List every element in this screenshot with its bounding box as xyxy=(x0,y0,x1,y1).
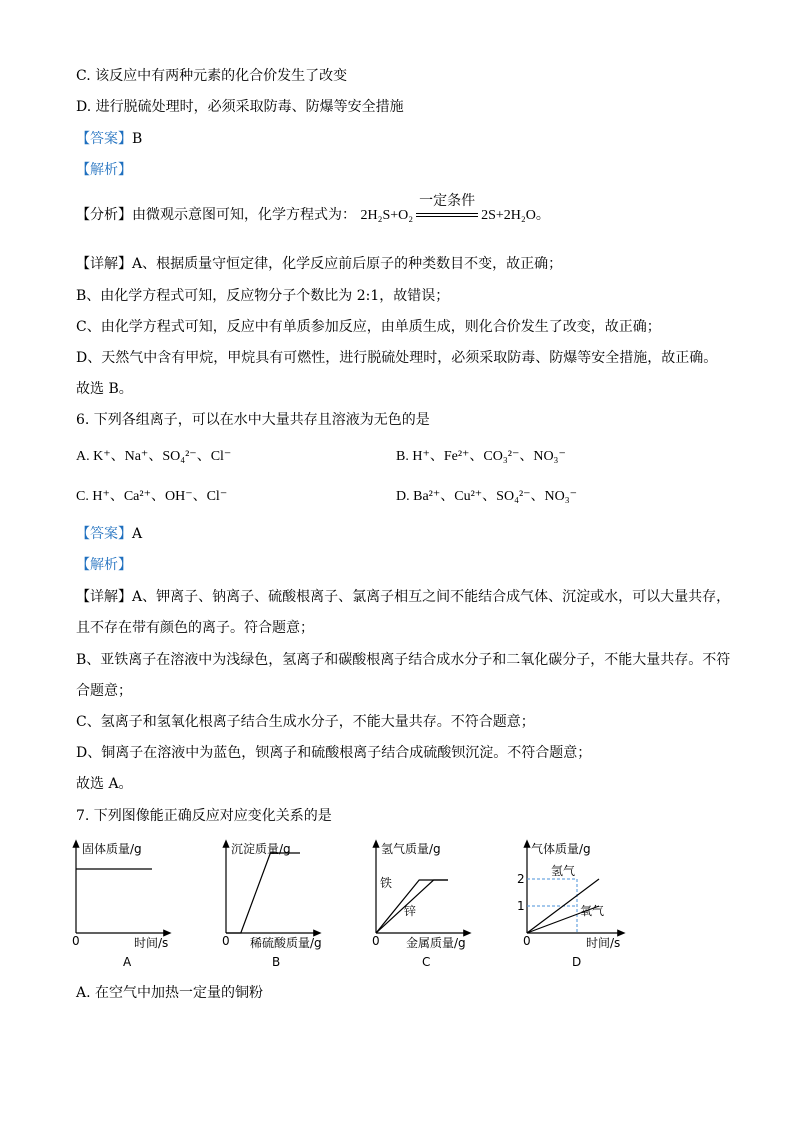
detail5-a xyxy=(76,254,562,274)
detail5-c: C、由化学方程式可知，反应中有单质参加反应，由单质生成，则化合价发生了改变，故正确； xyxy=(76,319,661,335)
graph-c-legend-iron: 铁 xyxy=(380,876,393,890)
graph-c-label: C xyxy=(422,955,431,969)
graph-c-legend-zinc: 锌 xyxy=(404,904,417,918)
q6-option-a: A. K⁺、Na⁺、SO₄²⁻、Cl⁻ xyxy=(76,449,232,464)
graph-d xyxy=(517,841,622,969)
option-c: C. 该反应中有两种元素的化合价发生了改变 xyxy=(76,68,348,84)
graph-c-xlabel: 金属质量/g xyxy=(406,936,466,950)
graph-c xyxy=(372,841,468,969)
q6-option-b: B. H⁺、Fe²⁺、CO₃²⁻、NO₃⁻ xyxy=(396,449,566,464)
graph-d-origin: 0 xyxy=(523,934,531,948)
answer-6 xyxy=(76,524,142,544)
equation-arrow xyxy=(416,193,478,217)
detail6-a1-text: A、钾离子、钠离子、硫酸根离子、氯离子相互之间不能结合成气体、沉淀或水，可以大量共存， xyxy=(132,589,731,605)
analysis-tag: 【解析】 xyxy=(76,557,132,573)
answer-value: A xyxy=(132,526,143,542)
graph-d-legend-hydrogen: 氢气 xyxy=(551,864,576,878)
option-d: D. 进行脱硫处理时，必须采取防毒、防爆等安全措施 xyxy=(76,99,404,115)
graph-d-ytick-1: 1 xyxy=(517,899,525,913)
q7-graphs xyxy=(0,835,793,975)
detail5-d: D、天然气中含有甲烷，甲烷具有可燃性，进行脱硫处理时，必须采取防毒、防爆等安全措施，故正确。 xyxy=(76,350,718,366)
graph-d-ylabel: 气体质量/g xyxy=(531,842,591,856)
detail6-b1: B、亚铁离子在溶液中为浅绿色，氢离子和碳酸根离子结合成水分子和二氧化碳分子，不能大量共存。不符 xyxy=(76,652,731,668)
graph-b xyxy=(222,841,322,969)
answer-tag: 【答案】 xyxy=(76,131,132,147)
graph-a-label: A xyxy=(123,955,132,969)
graph-a-xlabel: 时间/s xyxy=(134,936,169,950)
detail6-d: D、铜离子在溶液中为蓝色，钡离子和硫酸根离子结合成硫酸钡沉淀。不符合题意； xyxy=(76,745,592,761)
answer-tag: 【答案】 xyxy=(76,526,132,542)
fenxi-line xyxy=(76,193,550,226)
detail5-b: B、由化学方程式可知，反应物分子个数比为 2:1，故错误； xyxy=(76,288,450,304)
graph-c-ylabel: 氢气质量/g xyxy=(381,842,441,856)
answer-value: B xyxy=(132,131,143,147)
q6-option-d: D. Ba²⁺、Cu²⁺、SO₄²⁻、NO₃⁻ xyxy=(396,489,578,504)
q7-option-a: A. 在空气中加热一定量的铜粉 xyxy=(76,985,264,1001)
graph-c-origin: 0 xyxy=(372,934,380,948)
detail6-a2: 且不存在带有颜色的离子。符合题意； xyxy=(76,620,314,636)
graph-d-label: D xyxy=(572,955,582,969)
detail5-choose: 故选 B。 xyxy=(76,381,133,397)
fenxi-text: 由微观示意图可知，化学方程式为： xyxy=(132,207,356,223)
graph-b-xlabel: 稀硫酸质量/g xyxy=(250,936,322,950)
equation-condition: 一定条件 xyxy=(419,193,476,209)
graph-b-series-line xyxy=(226,853,300,933)
answer-5 xyxy=(76,129,142,149)
equation-lhs: 2H₂S+O₂ xyxy=(360,208,414,223)
equation-end: 。 xyxy=(535,207,550,223)
q7-stem: 7. 下列图像能正确反应对应变化关系的是 xyxy=(76,808,332,824)
q6-option-c: C. H⁺、Ca²⁺、OH⁻、Cl⁻ xyxy=(76,489,228,504)
detail6-a1 xyxy=(76,587,730,607)
graph-a-origin: 0 xyxy=(72,934,80,948)
analysis-tag: 【解析】 xyxy=(76,162,132,178)
q6-stem: 6. 下列各组离子，可以在水中大量共存且溶液为无色的是 xyxy=(76,412,430,428)
graph-d-legend-oxygen: 氧气 xyxy=(580,904,605,918)
graph-d-xlabel: 时间/s xyxy=(586,936,621,950)
analysis-5 xyxy=(76,160,132,180)
graph-b-origin: 0 xyxy=(222,934,230,948)
analysis-6 xyxy=(76,555,132,575)
graph-b-label: B xyxy=(272,955,281,969)
graph-d-ytick-2: 2 xyxy=(517,872,525,886)
detail6-b2: 合题意； xyxy=(76,683,132,699)
detail5-a-text: A、根据质量守恒定律，化学反应前后原子的种类数目不变，故正确； xyxy=(132,256,563,272)
graph-a xyxy=(72,841,168,969)
fenxi-tag: 【分析】 xyxy=(76,207,132,223)
detail-tag: 【详解】 xyxy=(76,256,132,272)
detail6-choose: 故选 A。 xyxy=(76,776,133,792)
graph-a-ylabel: 固体质量/g xyxy=(82,842,142,856)
equation-rhs: 2S+2H₂O xyxy=(481,208,536,223)
graph-b-ylabel: 沉淀质量/g xyxy=(231,842,291,856)
detail-tag: 【详解】 xyxy=(76,589,132,605)
detail6-c: C、氢离子和氢氧化根离子结合生成水分子，不能大量共存。不符合题意； xyxy=(76,714,535,730)
